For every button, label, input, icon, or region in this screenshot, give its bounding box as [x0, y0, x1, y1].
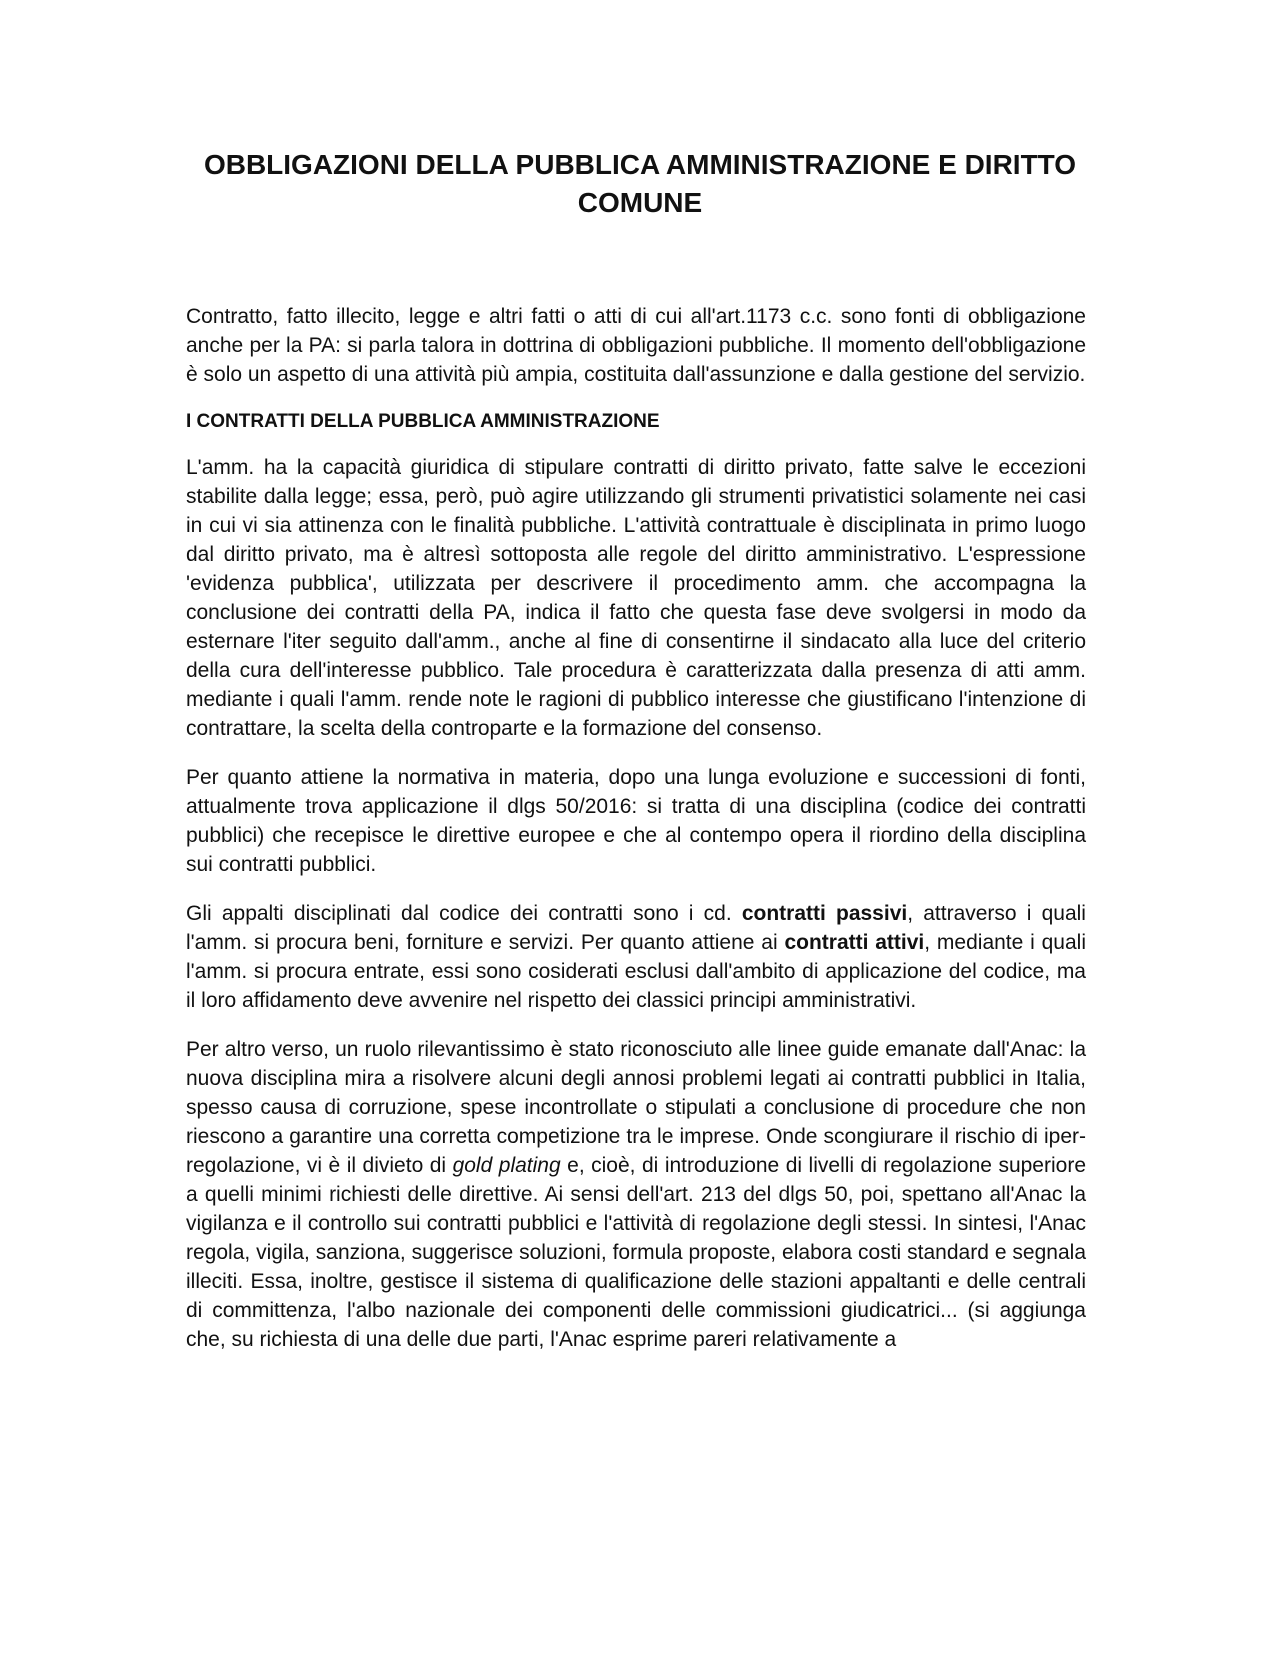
term-contratti-attivi: contratti attivi: [784, 931, 925, 954]
text-span: Per altro verso, un ruolo rilevantissimo è stato riconosciuto alle linee guide emanate dall'Anac: la nuova disciplina mira a risolvere alcuni degli annosi problemi legati ai contratti pubblici in Italia, spesso causa di corruzione, spese incontrollate o stipulati a conclusione di procedure che non riescono a garantire una corretta competizione tra le imprese. Onde scongiurare il rischio di iper-regolazione, vi è il divieto di: [186, 1038, 1086, 1177]
paragraph-normativa: Per quanto attiene la normativa in materia, dopo una lunga evoluzione e successioni di fonti, attualmente trova applicazione il dlgs 50/2016: si tratta di una disciplina (codice dei contratti pubblici) che recepisce le direttive europee e che al contempo opera il riordino della disciplina sui contratti pubblici.: [186, 766, 1086, 876]
paragraph-evidenza-pubblica: L'amm. ha la capacità giuridica di stipulare contratti di diritto privato, fatte salve le eccezioni stabilite dalla legge; essa, però, può agire utilizzando gli strumenti privatistici solamente nei casi in cui vi sia attinenza con le finalità pubbliche. L'attività contrattuale è disciplinata in primo luogo dal diritto privato, ma è altresì sottoposta alle regole del diritto amministrativo. L'espressione 'evidenza pubblica', utilizzata per descrivere il procedimento amm. che accompagna la conclusione dei contratti della PA, indica il fatto che questa fase deve svolgersi in modo da esternare l'iter seguito dall'amm., anche al fine di consentirne il sindacato alla luce del criterio della cura dell'interesse pubblico. Tale procedura è caratterizzata dalla presenza di atti amm. mediante i quali l'amm. rende note le ragioni di pubblico interesse che giustificano l'intenzione di contrattare, la scelta della controparte e la formazione del consenso.: [186, 456, 1086, 740]
term-contratti-passivi: contratti passivi: [741, 902, 908, 925]
paragraph-anac: [186, 1035, 1086, 1354]
paragraph-contratti-passivi-attivi: [186, 899, 1086, 1015]
text-span: Gli appalti disciplinati dal codice dei contratti sono i cd.: [186, 902, 742, 925]
document-title: OBBLIGAZIONI DELLA PUBBLICA AMMINISTRAZIONE E DIRITTO COMUNE: [203, 149, 1077, 218]
term-gold-plating: gold plating: [452, 1154, 561, 1177]
text-span: , mediante i quali l'amm. si procura entrate, essi sono cosiderati esclusi dall'ambito di applicazione del codice, ma il loro affidamento deve avvenire nel rispetto dei classici principi amministrativi.: [186, 931, 1086, 1012]
text-span: e, cioè, di introduzione di livelli di regolazione superiore a quelli minimi richiesti delle direttive. Ai sensi dell'art. 213 del dlgs 50, poi, spettano all'Anac la vigilanza e il controllo sui contratti pubblici e l'attività di regolazione degli stessi. In sintesi, l'Anac regola, vigila, sanziona, suggerisce soluzioni, formula proposte, elabora costi standard e segnala illeciti. Essa, inoltre, gestisce il sistema di qualificazione delle stazioni appaltanti e delle centrali di committenza, l'albo nazionale dei componenti delle commissioni giudicatrici... (si aggiunga che, su richiesta di una delle due parti, l'Anac esprime pareri relativamente a: [186, 1154, 1086, 1351]
text-span: , attraverso i quali l'amm. si procura beni, forniture e servizi. Per quanto attiene ai: [186, 902, 1086, 954]
intro-paragraph: Contratto, fatto illecito, legge e altri fatti o atti di cui all'art.1173 c.c. sono fonti di obbligazione anche per la PA: si parla talora in dottrina di obbligazioni pubbliche. Il momento dell'obbligazione è solo un aspetto di una attività più ampia, costituita dall'assunzione e dalla gestione del servizio.: [186, 305, 1086, 386]
section-heading: I CONTRATTI DELLA PUBBLICA AMMINISTRAZIONE: [186, 411, 660, 432]
document-body: [186, 302, 1086, 1354]
